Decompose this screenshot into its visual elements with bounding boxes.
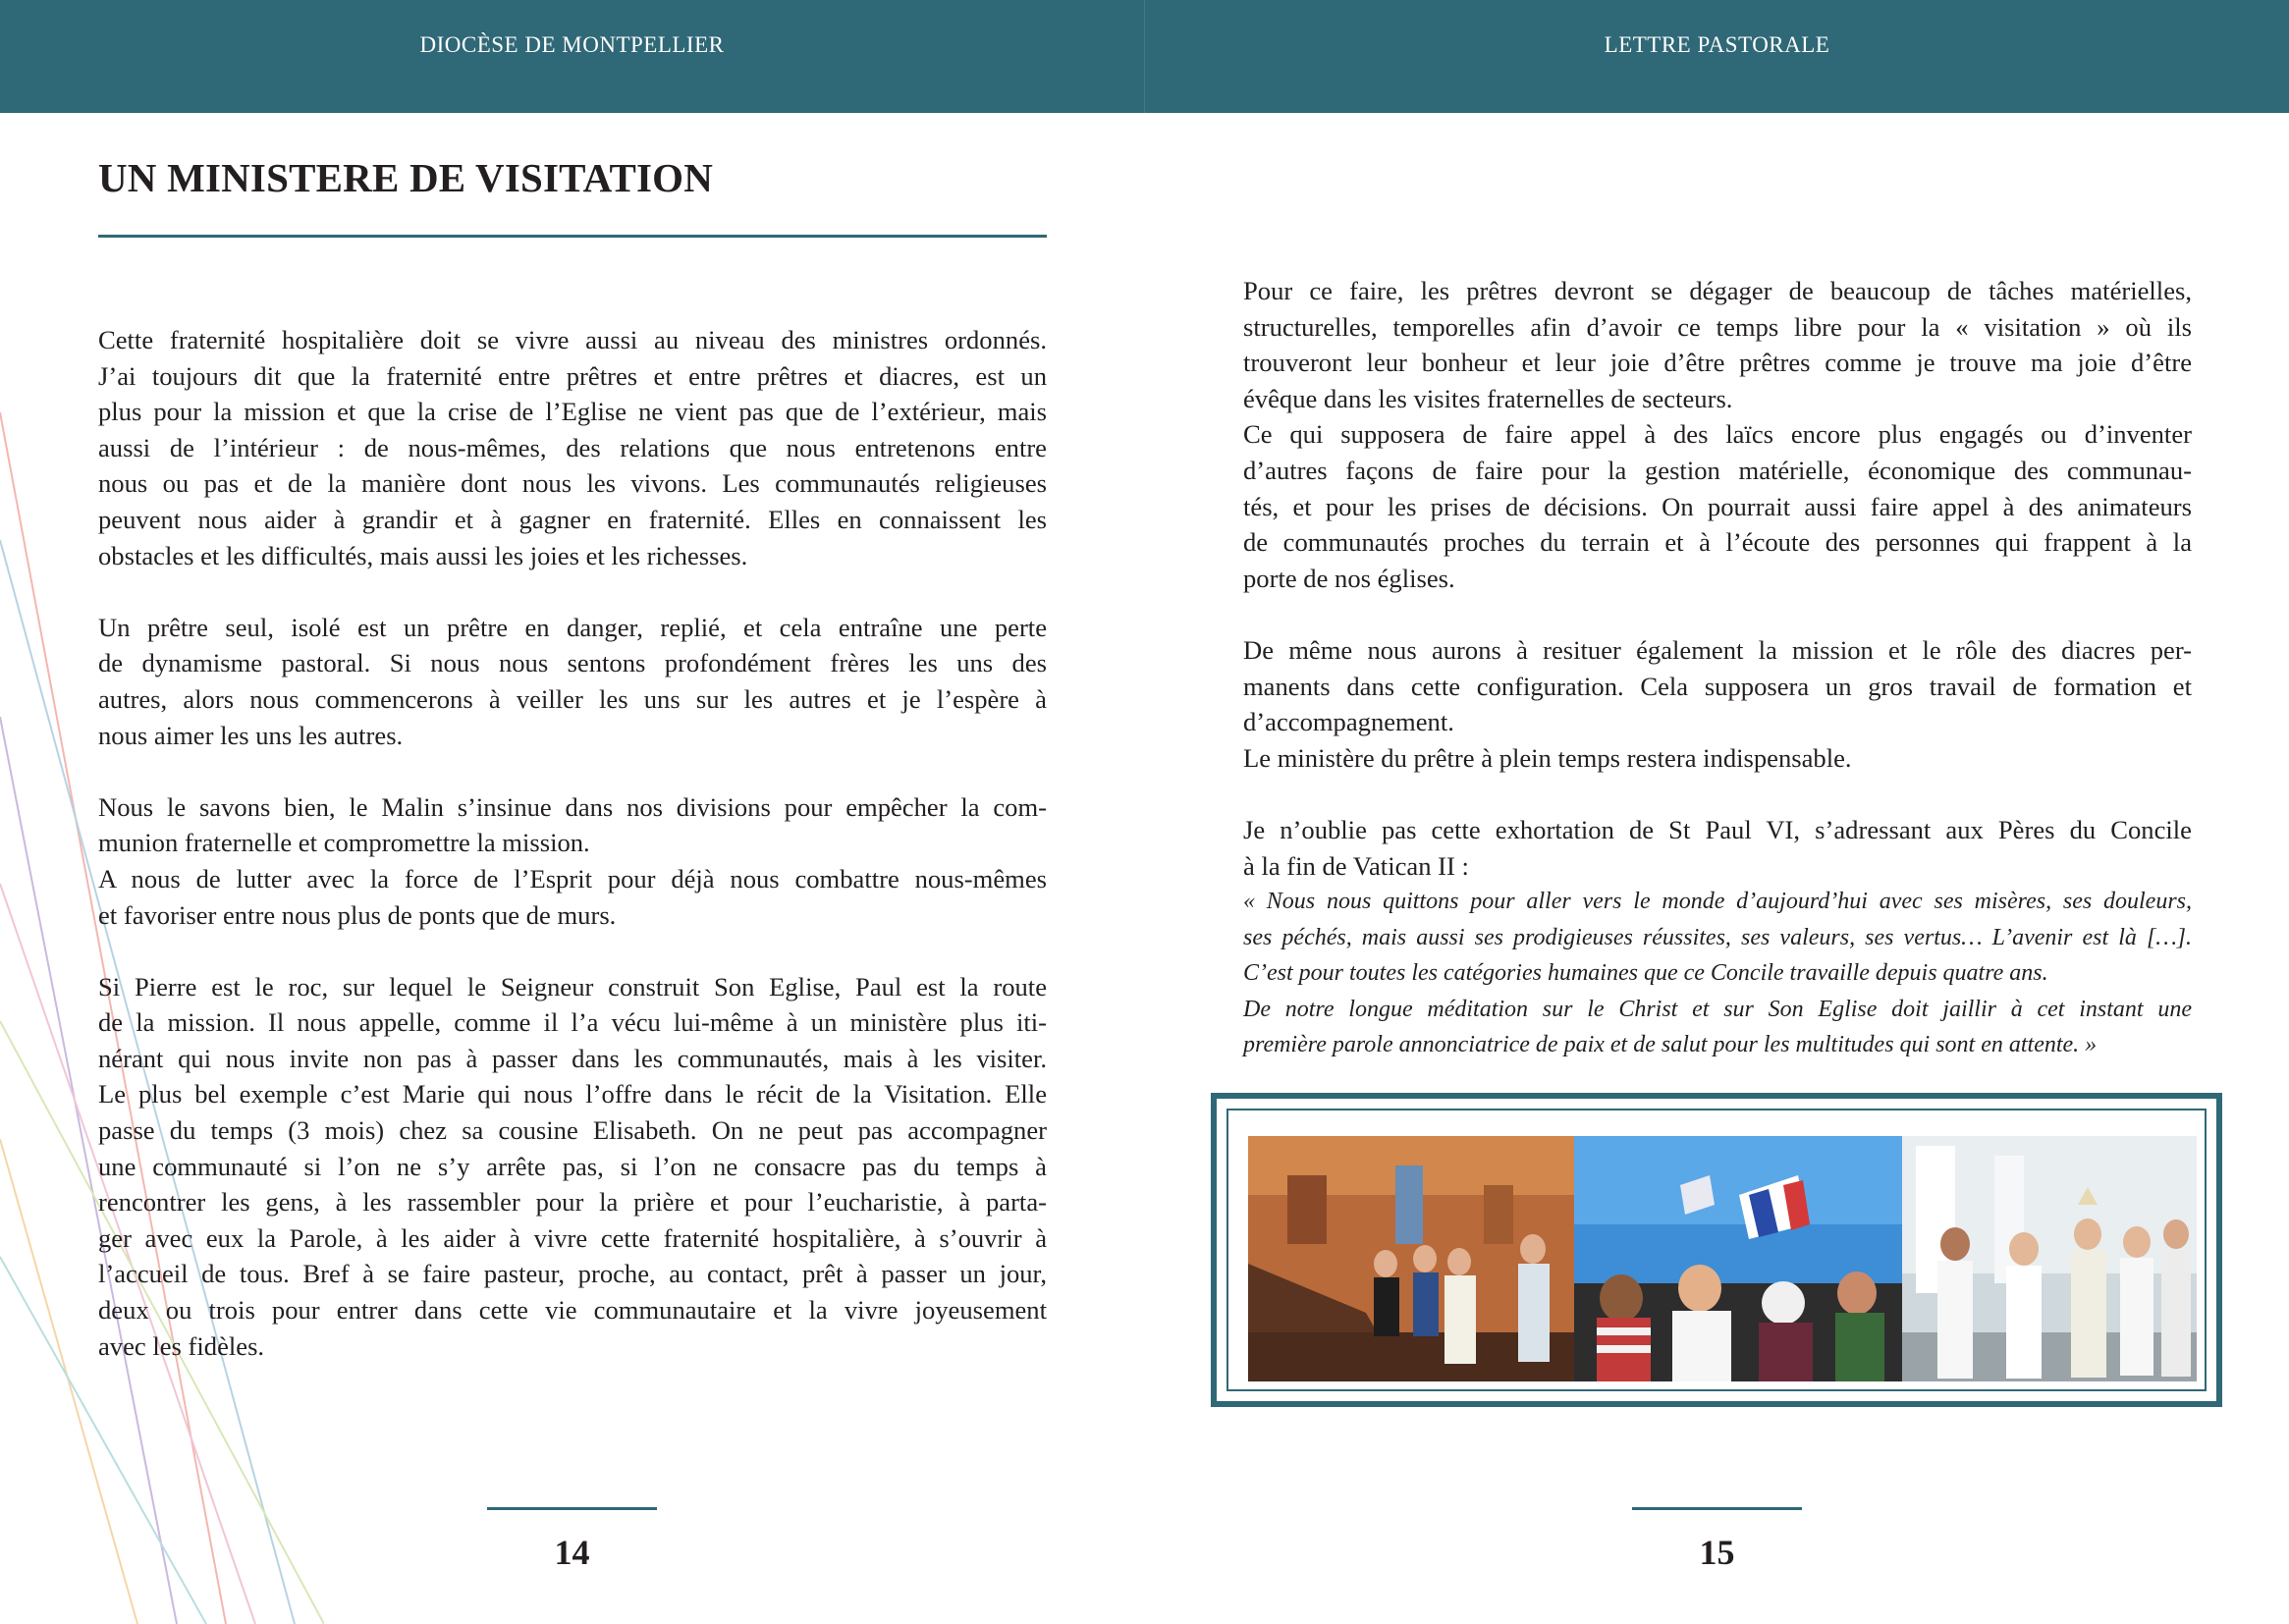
quote-line: ses péchés, mais aussi ses prodigieuses réussites, ses valeurs, ses vertus… L’avenir est là […]. <box>1243 924 2192 950</box>
text-line: deux ou trois pour entrer dans cette vie communautaire et la vivre joyeusement <box>98 1295 1047 1326</box>
page-number-rule-left <box>487 1507 657 1510</box>
photo-clergy-procession <box>1902 1136 2197 1381</box>
text-line: peuvent nous aider à grandir et à gagner en fraternité. Elles en connaissent les <box>98 504 1047 534</box>
text-line: passe du temps (3 mois) chez sa cousine Elisabeth. On ne peut pas accompagner <box>98 1115 1047 1146</box>
header-diocese-label: DIOCÈSE DE MONTPELLIER <box>419 32 725 57</box>
text-line: Pour ce faire, les prêtres devront se dégager de beaucoup de tâches matérielles, <box>1243 276 2192 305</box>
photo-frame <box>1211 1093 2222 1407</box>
text-line: Le ministère du prêtre à plein temps restera indispensable. <box>1243 742 1852 773</box>
paragraph <box>98 322 1047 573</box>
text-line: autres, alors nous commencerons à veiller les uns sur les autres et je l’espère à <box>98 683 1047 714</box>
text-line: tés, et pour les prises de décisions. On pourrait aussi faire appel à des animateurs <box>1243 491 2192 521</box>
text-line: Le plus bel exemple c’est Marie qui nous l’offre dans le récit de la Visitation. Elle <box>98 1079 1047 1110</box>
paragraph <box>98 789 1047 861</box>
header-bar <box>0 0 2289 113</box>
text-line: ger avec eux la Parole, à les aider à vivre cette fraternité hospitalière, à s’ouvrir à <box>98 1222 1047 1253</box>
text-line: et favoriser entre nous plus de ponts que de murs. <box>98 899 617 930</box>
page-number-rule-right <box>1632 1507 1802 1510</box>
title-underline <box>98 235 1047 238</box>
quotation <box>1243 884 2192 1063</box>
text-line: Nous le savons bien, le Malin s’insinue dans nos divisions pour empêcher la com- <box>98 791 1047 822</box>
page-number-right: 15 <box>1699 1533 1735 1572</box>
text-line: manents dans cette configuration. Cela supposera un gros travail de formation et <box>1243 671 2192 701</box>
right-column-text <box>1243 273 2192 1063</box>
left-column-text <box>98 322 1047 1364</box>
text-line: de dynamisme pastoral. Si nous nous sentons profondément frères les uns des <box>98 648 1047 678</box>
photo-collage-illustration <box>1248 1136 2197 1381</box>
text-line: nous aimer les uns les autres. <box>98 720 404 750</box>
text-line: rencontrer les gens, à les rassembler pour la prière et pour l’eucharistie, à parta- <box>98 1187 1047 1218</box>
text-line: Si Pierre est le roc, sur lequel le Seigneur construit Son Eglise, Paul est la route <box>98 971 1047 1001</box>
text-line: nous ou pas et de la manière dont nous les vivons. Les communautés religieuses <box>98 468 1047 499</box>
paragraph <box>1243 416 2192 596</box>
text-line: d’accompagnement. <box>1243 707 1454 737</box>
text-line: d’autres façons de faire pour la gestion matérielle, économique des communau- <box>1243 455 2192 485</box>
page-title: UN MINISTERE DE VISITATION <box>98 155 714 200</box>
header-publication-label: LETTRE PASTORALE <box>1604 32 1830 57</box>
text-line: à la fin de Vatican II : <box>1243 850 1469 881</box>
paragraph <box>1243 812 2192 884</box>
text-line: Ce qui supposera de faire appel à des laïcs encore plus engagés ou d’inventer <box>1243 419 2192 450</box>
text-line: J’ai toujours dit que la fraternité entre prêtres et entre prêtres et diacres, est un <box>98 360 1047 391</box>
text-line: structurelles, temporelles afin d’avoir ce temps libre pour la « visitation » où ils <box>1243 311 2192 342</box>
text-line: Je n’oublie pas cette exhortation de St Paul VI, s’adressant aux Pères du Concile <box>1243 814 2192 844</box>
text-line: de communautés proches du terrain et à l’écoute des personnes qui frappent à la <box>1243 527 2192 558</box>
text-line: évêque dans les visites fraternelles de secteurs. <box>1243 383 1733 413</box>
text-line: de la mission. Il nous appelle, comme il l’a vécu lui-même à un ministère plus iti- <box>98 1007 1047 1038</box>
quote-line: C’est pour toutes les catégories humaines que ce Concile travaille depuis quatre ans. <box>1243 960 2048 987</box>
paragraph <box>1243 273 2192 416</box>
paragraph <box>1243 632 2192 740</box>
text-line: plus pour la mission et que la crise de l’Eglise ne vient pas que de l’extérieur, mais <box>98 397 1047 427</box>
text-line: avec les fidèles. <box>98 1330 265 1361</box>
paragraph <box>98 969 1047 1365</box>
text-line: aussi de l’intérieur : de nous-mêmes, des relations que nous entretenons entre <box>98 432 1047 462</box>
text-line: Un prêtre seul, isolé est un prêtre en danger, replié, et cela entraîne une perte <box>98 612 1047 642</box>
text-line: munion fraternelle et compromettre la mission. <box>98 828 590 858</box>
text-line: nérant qui nous invite non pas à passer dans les communautés, mais à les visiter. <box>98 1043 1047 1073</box>
quote-line: « Nous nous quittons pour aller vers le monde d’aujourd’hui avec ses misères, ses douleurs, <box>1243 889 2192 915</box>
page-number-left: 14 <box>554 1533 590 1572</box>
paragraph <box>1243 740 2192 777</box>
paragraph <box>98 861 1047 933</box>
text-line: obstacles et les difficultés, mais aussi les joies et les richesses. <box>98 540 748 570</box>
text-line: Cette fraternité hospitalière doit se vivre aussi au niveau des ministres ordonnés. <box>98 325 1047 354</box>
text-line: une communauté si l’on ne s’y arrête pas, si l’on ne consacre pas du temps à <box>98 1151 1047 1181</box>
photo-chapel-interior <box>1248 1136 1574 1381</box>
text-line: porte de nos églises. <box>1243 563 1455 593</box>
text-line: l’accueil de tous. Bref à se faire pasteur, proche, au contact, prêt à passer un jour, <box>98 1259 1047 1289</box>
text-line: A nous de lutter avec la force de l’Esprit pour déjà nous combattre nous-mêmes <box>98 863 1047 893</box>
quote-line: De notre longue méditation sur le Christ et sur Son Eglise doit jaillir à cet instant une <box>1243 996 2192 1022</box>
photo-crowd-with-flags <box>1574 1136 1902 1381</box>
text-line: De même nous aurons à resituer également la mission et le rôle des diacres per- <box>1243 634 2192 665</box>
quote-line: première parole annonciatrice de paix et de salut pour les multitudes qui sont en attente. » <box>1243 1032 2098 1058</box>
paragraph <box>98 610 1047 753</box>
photo-collage <box>1248 1136 2197 1381</box>
text-line: trouveront leur bonheur et leur joie d’être prêtres comme je trouve ma joie d’être <box>1243 348 2192 378</box>
